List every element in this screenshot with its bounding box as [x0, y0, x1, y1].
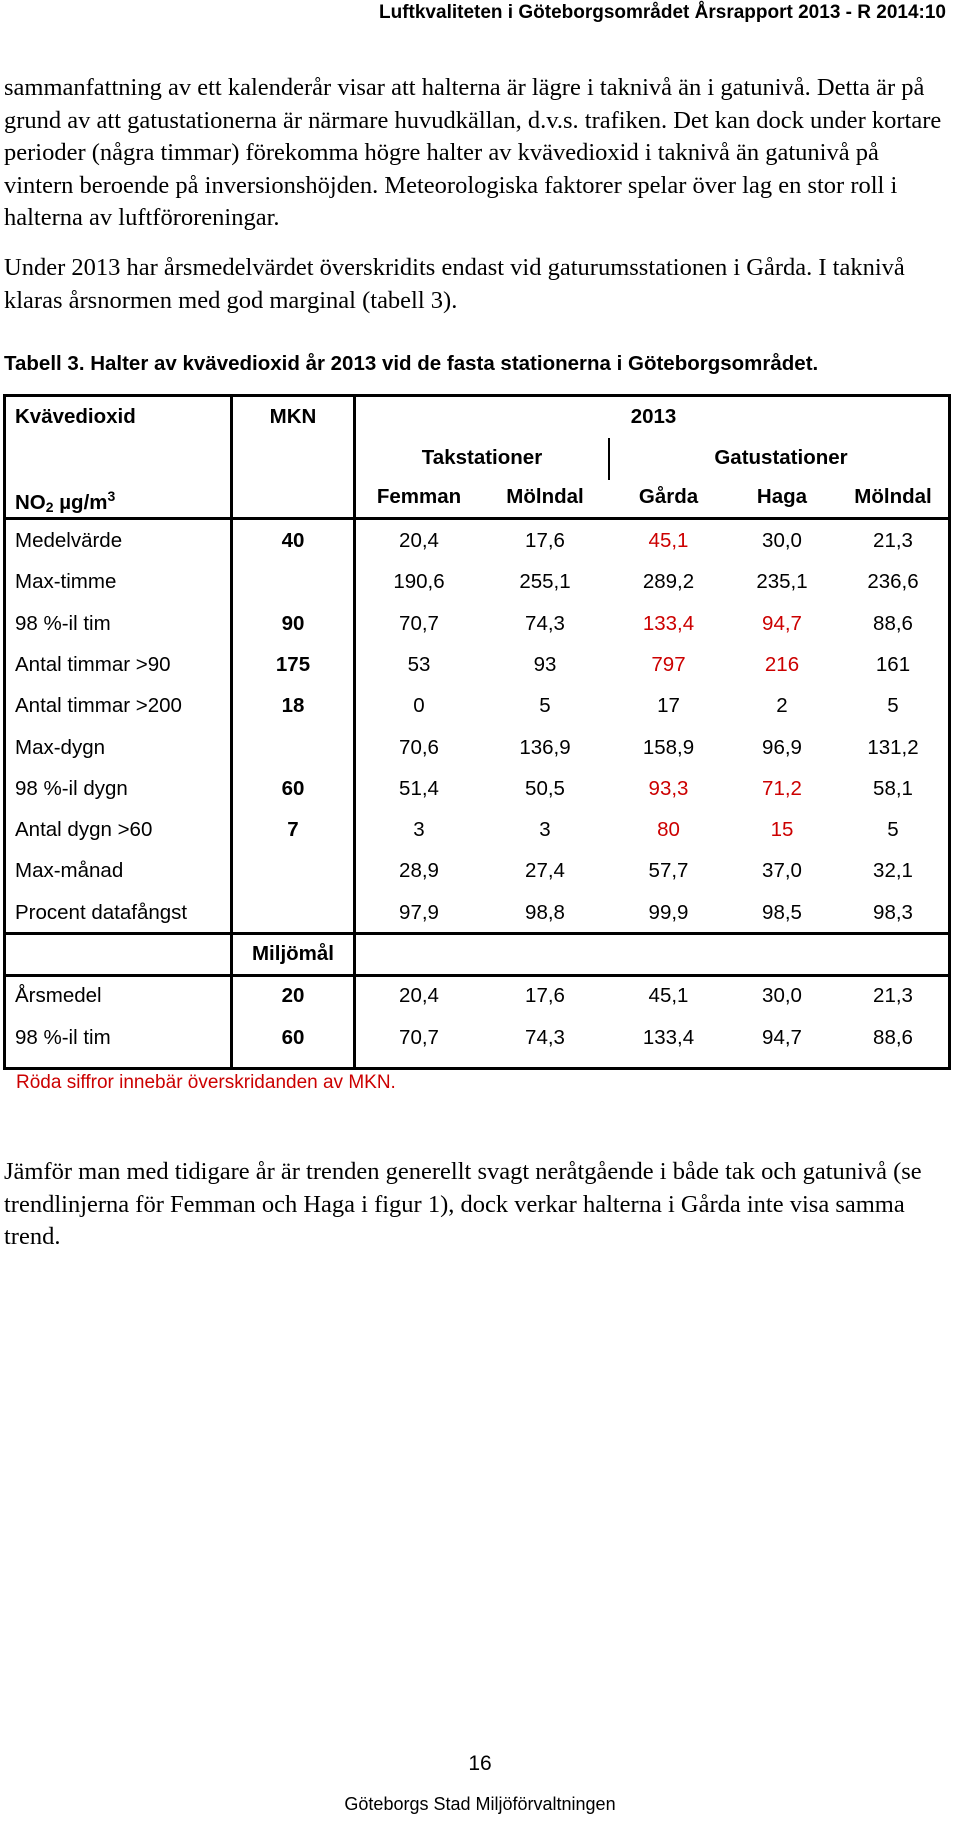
- value-cell: 0: [413, 694, 425, 718]
- station-femman: Femman: [376, 485, 462, 508]
- value-cell: 133,4: [642, 1025, 695, 1049]
- value-cell: 88,6: [873, 611, 913, 635]
- value-cell: 74,3: [525, 1025, 565, 1049]
- value-cell: 131,2: [867, 735, 919, 759]
- value-cell: 96,9: [762, 735, 802, 759]
- station-haga: Haga: [756, 485, 808, 508]
- row-limit: 90: [281, 611, 305, 635]
- row-limit: 60: [281, 776, 305, 800]
- row-label: Max-dygn: [15, 735, 106, 759]
- value-cell: 50,5: [525, 776, 565, 800]
- paragraph-2013: Under 2013 har årsmedelvärdet överskridits endast vid gaturumsstationen i Gårda. I taknivå klaras årsnormen med god marginal (tabell 3).: [4, 254, 905, 314]
- row-label: Max-timme: [15, 570, 117, 594]
- row-limit: 20: [281, 984, 305, 1007]
- value-cell: 15: [770, 818, 794, 842]
- row-limit: 40: [281, 529, 305, 552]
- value-cell: 236,6: [867, 570, 919, 594]
- value-cell: 3: [413, 818, 425, 842]
- table-caption: Tabell 3. Halter av kvävedioxid år 2013 vid de fasta stationerna i Göteborgsområdet.: [4, 352, 819, 375]
- value-cell: 98,3: [873, 900, 913, 924]
- row-label: Antal timmar >200: [15, 694, 182, 718]
- value-cell: 5: [887, 818, 899, 842]
- row-limit: [233, 727, 353, 768]
- paragraph-intro: sammanfattning av ett kalenderår visar att halterna är lägre i taknivå än i gatunivå. Detta är på grund av att gatustationerna är närmare huvudkällan, d.v.s. trafiken. Det kan dock under kortare perioder (några timmar) förekomma högre halter av kvävedioxid i taknivå än gatunivå på vintern beroende på inversionshöjden. Meteorologiska faktorer spelar över lag en stor roll i halterna av luftföroreningar.: [4, 74, 942, 232]
- value-cell: 5: [539, 694, 551, 718]
- value-cell: 98,8: [525, 900, 565, 924]
- value-cell: 17,6: [525, 529, 565, 552]
- row-label: 98 %-il dygn: [15, 776, 128, 800]
- miljomal-label: Miljömål: [251, 942, 334, 965]
- value-cell: 133,4: [642, 611, 695, 635]
- row-label: Medelvärde: [15, 529, 123, 552]
- value-cell: 30,0: [762, 984, 802, 1007]
- station-garda: Gårda: [638, 485, 699, 508]
- row-label: Procent datafångst: [15, 900, 188, 924]
- value-cell: 71,2: [762, 776, 802, 800]
- header-kvavedioxid: Kvävedioxid: [15, 405, 136, 428]
- value-cell: 94,7: [762, 611, 802, 635]
- page-header: Luftkvaliteten i Göteborgsområdet Årsrapport 2013 - R 2014:10: [379, 2, 946, 23]
- value-cell: 17,6: [525, 984, 565, 1007]
- value-cell: 74,3: [525, 611, 565, 635]
- value-cell: 5: [887, 694, 899, 718]
- row-limit: 60: [281, 1025, 305, 1049]
- value-cell: 20,4: [399, 529, 439, 552]
- value-cell: 28,9: [399, 859, 439, 883]
- value-cell: 27,4: [525, 859, 565, 883]
- value-cell: 30,0: [762, 529, 802, 552]
- header-takstationer: Takstationer: [421, 446, 543, 469]
- row-label: Årsmedel: [15, 984, 102, 1007]
- value-cell: 2: [776, 694, 788, 718]
- value-cell: 32,1: [873, 859, 913, 883]
- page-number: 16: [468, 1752, 492, 1775]
- row-label: 98 %-il tim: [15, 1025, 111, 1049]
- value-cell: 289,2: [642, 570, 695, 594]
- row-label: Antal timmar >90: [15, 652, 171, 676]
- value-cell: 51,4: [399, 776, 439, 800]
- value-cell: 58,1: [873, 776, 913, 800]
- value-cell: 97,9: [399, 900, 439, 924]
- value-cell: 98,5: [762, 900, 802, 924]
- header-gatustationer: Gatustationer: [714, 446, 848, 469]
- value-cell: 80: [657, 818, 680, 842]
- header-mkn: MKN: [269, 405, 317, 428]
- group-divider: [608, 438, 610, 480]
- no2-table: [3, 394, 951, 1070]
- value-cell: 53: [407, 652, 431, 676]
- value-cell: 94,7: [762, 1025, 802, 1049]
- value-cell: 93: [533, 652, 557, 676]
- station-molndal-tak: Mölndal: [506, 485, 584, 508]
- table-note: Röda siffror innebär överskridanden av MKN.: [16, 1072, 396, 1093]
- row-label: 98 %-il tim: [15, 611, 111, 635]
- value-cell: 99,9: [648, 900, 689, 924]
- row-limit: 175: [275, 652, 311, 676]
- value-cell: 797: [651, 652, 686, 676]
- header-year: 2013: [630, 405, 677, 428]
- value-cell: 45,1: [648, 984, 689, 1007]
- value-cell: 3: [539, 818, 551, 842]
- page-footer: Göteborgs Stad Miljöförvaltningen: [344, 1794, 616, 1814]
- value-cell: 88,6: [873, 1025, 913, 1049]
- value-cell: 136,9: [519, 735, 571, 759]
- row-limit: 7: [287, 818, 299, 842]
- value-cell: 70,6: [399, 735, 439, 759]
- value-cell: 216: [764, 652, 800, 676]
- value-cell: 70,7: [399, 1025, 439, 1049]
- value-cell: 45,1: [648, 529, 689, 552]
- value-cell: 20,4: [399, 984, 439, 1007]
- value-cell: 17: [657, 694, 680, 718]
- row-limit: 18: [281, 694, 305, 718]
- value-cell: 161: [875, 652, 911, 676]
- value-cell: 255,1: [519, 570, 571, 594]
- value-cell: 70,7: [399, 611, 439, 635]
- paragraph-trend: Jämför man med tidigare år är trenden generellt svagt neråtgående i både tak och gatunivå (se trendlinjerna för Femman och Haga i figur 1), dock verkar halterna i Gårda inte visa samma trend.: [4, 1158, 922, 1251]
- header-unit: $NO_2$ $\mu g/m^3$: [15, 488, 116, 515]
- value-cell: 190,6: [393, 570, 445, 594]
- value-cell: 57,7: [648, 859, 689, 883]
- row-label: Max-månad: [15, 859, 124, 883]
- value-cell: 21,3: [873, 529, 913, 552]
- value-cell: 93,3: [648, 776, 689, 800]
- value-cell: 235,1: [756, 570, 808, 594]
- value-cell: 158,9: [642, 735, 695, 759]
- row-limit: [233, 892, 353, 933]
- value-cell: 21,3: [873, 984, 913, 1007]
- value-cell: 37,0: [762, 859, 802, 883]
- row-limit: [233, 850, 353, 891]
- row-label: Antal dygn >60: [15, 818, 153, 842]
- station-molndal-gata: Mölndal: [854, 485, 932, 508]
- row-limit: [233, 561, 353, 602]
